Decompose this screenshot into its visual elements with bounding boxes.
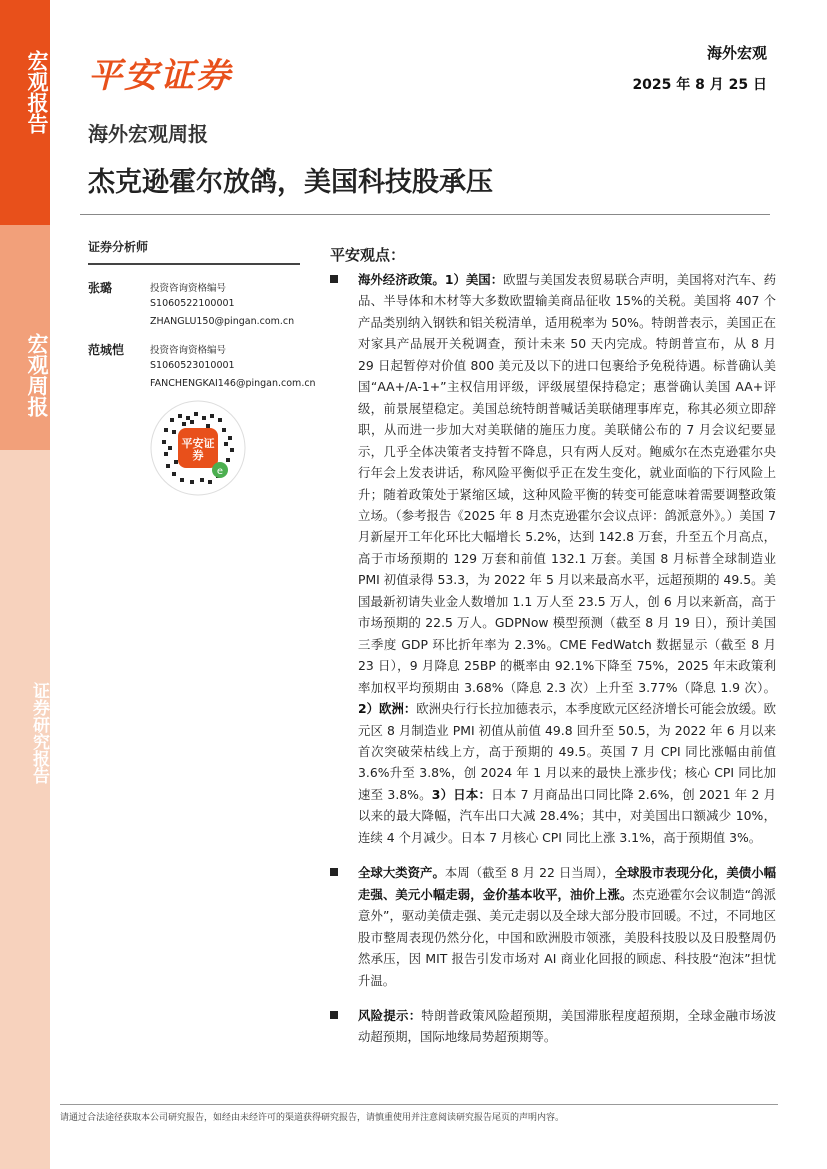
analyst-cert-label: 投资咨询资格编号 bbox=[150, 345, 227, 356]
para-lead: 全球股市表现分化，美债小幅走强、美元小幅走弱，金价基本收平，油价上涨。 bbox=[358, 865, 777, 902]
sidebar-label-1: 宏观报告 bbox=[25, 50, 49, 134]
para-text: 杰克逊霍尔会议制造“鸽派意外”，驱动美债走强、美元走弱以及全球大部分股市回暖。不过，不同地区股市整周表现仍然分化，中国和欧洲股市领涨，美股科技股以及日股整周仍然承压，因 MIT 报告引发市场对 AI 商业化回报的顾虑、科技股“泡沫”担忧升温。 bbox=[358, 886, 777, 988]
title-divider bbox=[80, 214, 770, 215]
footer-divider bbox=[60, 1104, 778, 1105]
svg-text:e: e bbox=[216, 466, 224, 477]
company-logo: 平安证券 bbox=[88, 56, 232, 96]
sidebar-segment-3 bbox=[0, 450, 50, 1169]
analyst-email[interactable]: FANCHENGKAI146@pingan.com.cn bbox=[150, 378, 316, 389]
page-title: 杰克逊霍尔放鸽，美国科技股承压 bbox=[88, 167, 493, 198]
para-text: 本周（截至 8 月 22 日当周）， bbox=[444, 865, 615, 881]
sidebar-label-3: 证券研究报告 bbox=[29, 682, 49, 784]
report-category: 海外宏观 bbox=[706, 44, 767, 62]
bullet-square-icon bbox=[330, 868, 338, 876]
report-type: 海外宏观周报 bbox=[88, 122, 208, 146]
report-date: 2025 年 8 月 25 日 bbox=[632, 77, 767, 93]
viewpoints-section bbox=[330, 244, 776, 1062]
analyst-cert-number: S1060523010001 bbox=[150, 360, 235, 371]
analyst-cert-label: 投资咨询资格编号 bbox=[150, 283, 227, 294]
bullet-square-icon bbox=[330, 1011, 338, 1019]
para-text: 欧洲央行行长拉加德表示，本季度欧元区经济增长可能会放缓。欧元区 8 月制造业 PMI 初值从前值 49.8 回升至 50.5，为 2022 年 6 月以来首次突破荣枯线上方，高于预期的 49.5。英国 7 月 CPI 同比涨幅由前值 3.6%升至 3.8%，创 2024 年 1 月以来的最快上涨步伐；核心 CPI 同比加速至 3.8%。 bbox=[358, 701, 777, 802]
analyst-entry bbox=[88, 279, 300, 337]
analyst-name: 张璐 bbox=[88, 281, 113, 295]
analyst-heading: 证券分析师 bbox=[88, 238, 300, 265]
qr-logo-label: 平安证券 bbox=[181, 437, 215, 462]
paragraph-risk-warning bbox=[330, 1005, 776, 1048]
viewpoint-heading: 平安观点： bbox=[330, 246, 406, 264]
para-lead: 3）日本： bbox=[431, 786, 492, 802]
analyst-name: 范城恺 bbox=[88, 343, 125, 357]
qr-code-image bbox=[150, 400, 246, 496]
para-text: 日本 7 月商品出口同比降 2.6%，创 2021 年 2 月以来的最大降幅，汽车出口大减 28.4%；其中，对美国出口额减少 10%，连续 4 个月减少。日本 7 月核心 CPI 同比上涨 3.1%，高于预期值 3%。 bbox=[358, 786, 776, 845]
para-text: 欧盟与美国发表贸易联合声明，美国将对汽车、药品、半导体和木材等大多数欧盟输美商品征收 15%的关税。美国将 407 个产品类别纳入钢铁和铝关税清单，适用税率为 50%。特朗普表示，美国正在对家具产品展开关税调查，预计未来 50 天内完成。特朗普宣布，从 8 月 29 日起暂停对价值 800 美元及以下的进口包裹给予免税待遇。标普确认美国“AA+/A-1+”主权信用评级，评级展望保持稳定；惠誉确认美国 AA+评级，前景展望稳定。美国总统特朗普喊话美联储理事库克，称其必须立即辞职，从而进一步加大对美联储的施压力度。美联储公布的 7 月会议纪要显示，几乎全体决策者支持暂不降息，只有两人反对。鲍威尔在杰克逊霍尔央行年会上发表讲话，称风险平衡似乎正在发生变化，就业面临的下行风险上升；随着政策处于紧缩区域，这种风险平衡的转变可能意味着需要调整政策立场。（参考报告《2025 年 8 月杰克逊霍尔会议点评：鸽派意外》。）美国 7月新屋开工年化环比大幅增长 5.2%，达到 142.8 万套，升至五个月高点，高于市场预期的 129 万套和前值 132.1 万套。美国 8 月标普全球制造业 PMI 初值录得 53.3，为 2022 年 5 月以来最高水平，远超预期的 49.5。美国最新初请失业金人数增加 1.1 万人至 23.5 万人，创 6 月以来新高，高于市场预期的 22.5 万人。GDPNow 模型预测（截至 8 月 19 日），预计美国三季度 GDP 环比折年率为 2.3%。CME FedWatch 数据显示（截至 8 月 23 日），9 月降息 25BP 的概率由 92.1%下降至 75%，2025 年末政策利率加权平均预期由 3.68%（降息 2.3 次）上升至 3.77%（降息 1.9 次）。 bbox=[358, 272, 777, 695]
bullet-square-icon bbox=[330, 275, 338, 283]
paragraph-economic-policy bbox=[330, 269, 776, 848]
para-lead: 2）欧洲： bbox=[358, 701, 417, 717]
left-sidebar bbox=[0, 0, 50, 1169]
sidebar-segment-2 bbox=[0, 225, 50, 450]
para-lead: 海外经济政策。1）美国： bbox=[358, 272, 504, 287]
para-lead: 风险提示： bbox=[358, 1007, 422, 1023]
paragraph-global-assets bbox=[330, 862, 776, 991]
sidebar-segment-1 bbox=[0, 0, 50, 225]
para-lead: 全球大类资产。 bbox=[358, 865, 445, 881]
footer-disclaimer: 请通过合法途径获取本公司研究报告，如经由未经许可的渠道获得研究报告，请慎重使用并注意阅读研究报告尾页的声明内容。 bbox=[60, 1113, 565, 1123]
sidebar-label-2: 宏观周报 bbox=[25, 333, 49, 417]
analyst-email[interactable]: ZHANGLU150@pingan.com.cn bbox=[150, 316, 295, 327]
para-text: 特朗普政策风险超预期，美国滞胀程度超预期，全球金融市场波动超预期，国际地缘局势超预期等。 bbox=[358, 1007, 777, 1045]
analyst-panel bbox=[88, 238, 316, 399]
analyst-cert-number: S1060522100001 bbox=[150, 298, 235, 309]
analyst-entry bbox=[88, 341, 316, 399]
